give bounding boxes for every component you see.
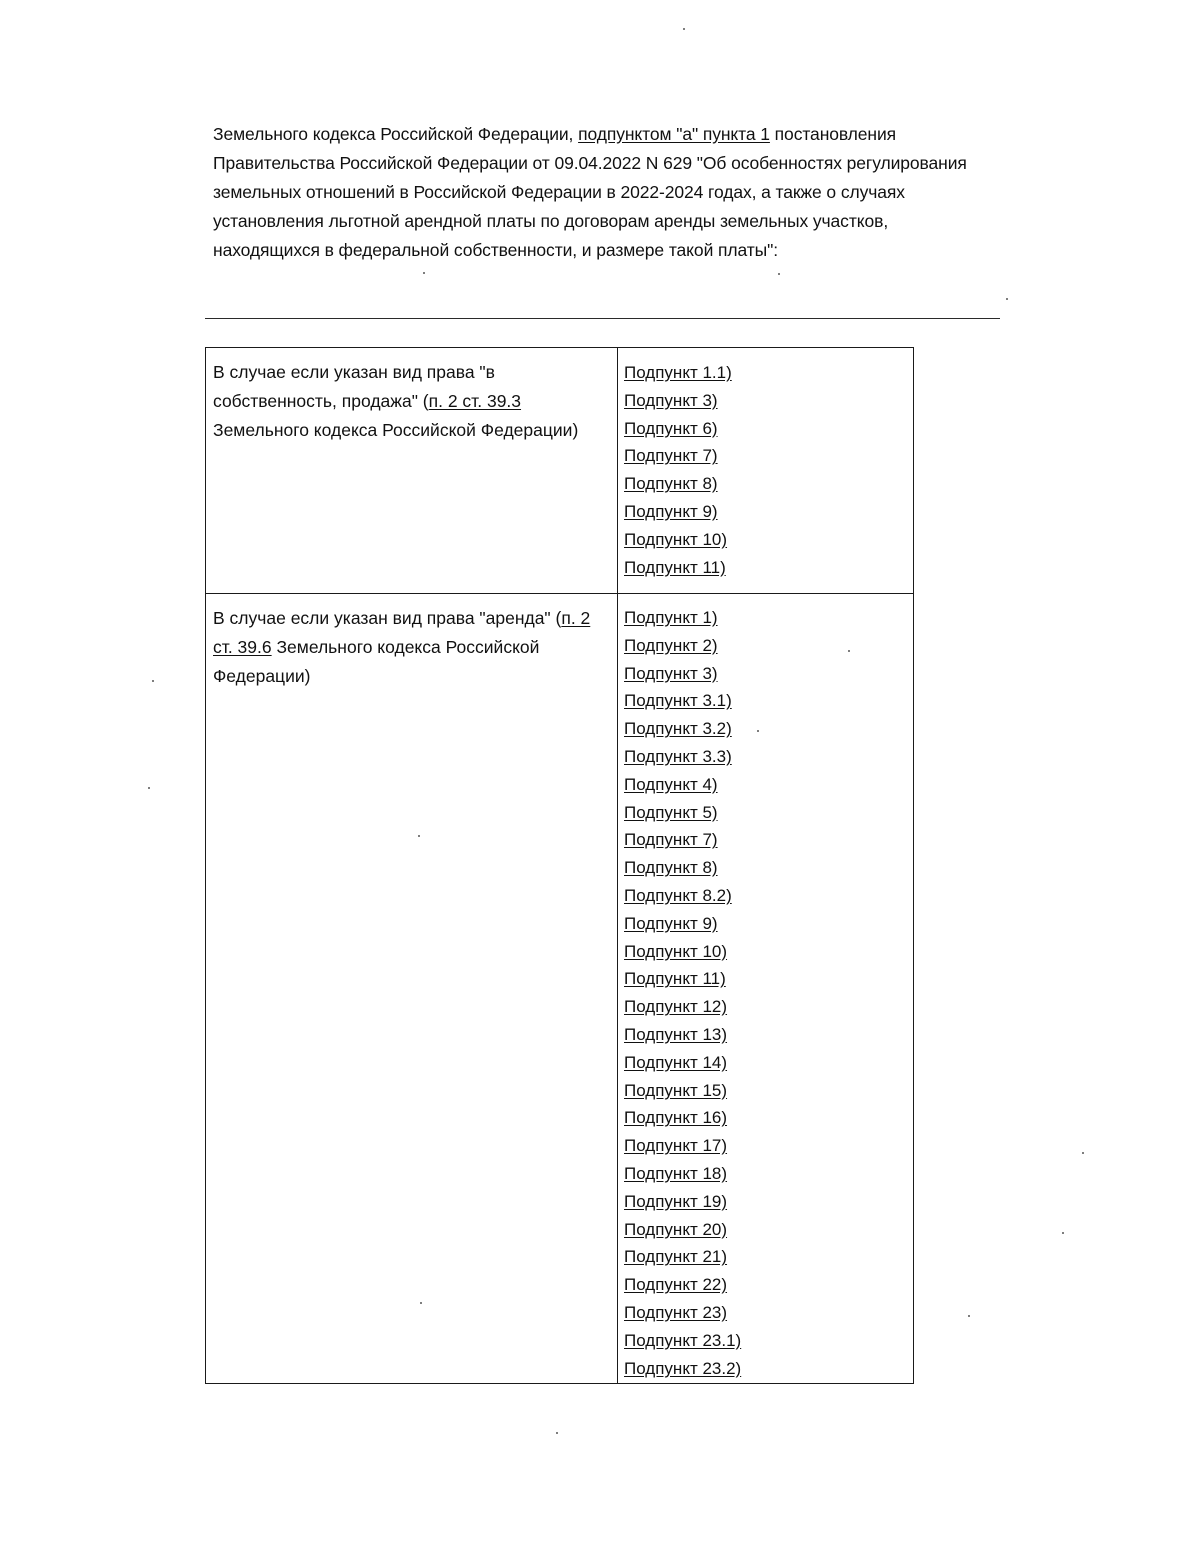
subclause-link[interactable]: Подпункт 10) bbox=[624, 941, 728, 961]
subclause-link[interactable]: Подпункт 17) bbox=[624, 1136, 728, 1156]
subclause-link[interactable]: Подпункт 5) bbox=[624, 802, 718, 822]
subclause-link[interactable]: Подпункт 9) bbox=[624, 913, 718, 933]
scan-speck bbox=[683, 28, 685, 30]
article-reference-link[interactable]: п. 2 bbox=[561, 608, 591, 628]
scan-speck bbox=[968, 1315, 970, 1317]
subclause-link[interactable]: Подпункт 4) bbox=[624, 774, 718, 794]
condition-line bbox=[213, 633, 608, 662]
scan-speck bbox=[418, 835, 420, 837]
condition-line bbox=[213, 387, 608, 416]
condition-line: В случае если указан вид права "в bbox=[213, 362, 495, 382]
subclause-link[interactable]: Подпункт 8.2) bbox=[624, 885, 732, 905]
subclause-link[interactable]: Подпункт 1) bbox=[624, 608, 718, 627]
condition-text: Земельного кодекса Российской bbox=[271, 637, 540, 657]
intro-line-2: Правительства Российской Федерации от 09.04.2022 N 629 "Об особенностях регулирования bbox=[213, 153, 967, 173]
subclause-link[interactable]: Подпункт 15) bbox=[624, 1080, 728, 1100]
subclause-link[interactable]: Подпункт 11) bbox=[624, 557, 726, 577]
subclause-link[interactable]: Подпункт 7) bbox=[624, 446, 718, 466]
horizontal-separator bbox=[205, 318, 1000, 319]
subclause-link[interactable]: Подпункт 13) bbox=[624, 1024, 728, 1044]
intro-line-5: находящихся в федеральной собственности, и размере такой платы": bbox=[213, 240, 779, 260]
subclause-list bbox=[624, 359, 904, 581]
subclause-link[interactable]: Подпункт 19) bbox=[624, 1191, 728, 1211]
table-row-ownership bbox=[206, 348, 913, 594]
subclause-link[interactable]: Подпункт 20) bbox=[624, 1219, 728, 1239]
subclause-link[interactable]: Подпункт 1.1) bbox=[624, 363, 732, 382]
scan-speck bbox=[420, 1302, 422, 1304]
subclause-link[interactable]: Подпункт 22) bbox=[624, 1275, 728, 1295]
subclause-link[interactable]: Подпункт 11) bbox=[624, 969, 726, 989]
subclause-link[interactable]: Подпункт 18) bbox=[624, 1163, 728, 1183]
subclause-link[interactable]: Подпункт 2) bbox=[624, 635, 718, 655]
condition-line: Федерации) bbox=[213, 666, 311, 686]
rights-subclauses-table bbox=[205, 347, 914, 1384]
subclause-link[interactable]: Подпункт 23.2) bbox=[624, 1358, 742, 1378]
subclause-link[interactable]: Подпункт 3) bbox=[624, 390, 718, 410]
intro-line-4: установления льготной арендной платы по договорам аренды земельных участков, bbox=[213, 211, 889, 231]
subclause-link[interactable]: Подпункт 7) bbox=[624, 830, 718, 850]
subclause-link[interactable]: Подпункт 9) bbox=[624, 501, 718, 521]
row-condition-cell bbox=[213, 358, 608, 445]
intro-text: Земельного кодекса Российской Федерации, bbox=[213, 124, 579, 144]
intro-line-3: земельных отношений в Российской Федерации в 2022-2024 годах, а также о случаях bbox=[213, 182, 905, 202]
subclause-link[interactable]: Подпункт 23.1) bbox=[624, 1330, 742, 1350]
subclause-link[interactable]: Подпункт 10) bbox=[624, 529, 728, 549]
subclause-link[interactable]: Подпункт 3.2) bbox=[624, 719, 732, 739]
scan-speck bbox=[1082, 1152, 1084, 1154]
subclause-link[interactable]: Подпункт 8) bbox=[624, 474, 718, 494]
intro-line-1 bbox=[213, 120, 1013, 149]
subclause-list bbox=[624, 604, 904, 1382]
subclause-link[interactable]: Подпункт 3.1) bbox=[624, 691, 732, 711]
subclause-link[interactable]: Подпункт 3) bbox=[624, 663, 718, 683]
intro-paragraph bbox=[213, 120, 1013, 265]
condition-line bbox=[213, 604, 608, 633]
scan-speck bbox=[152, 680, 154, 682]
subclause-link[interactable]: Подпункт 12) bbox=[624, 997, 728, 1017]
article-reference-link[interactable]: п. 2 ст. 39.3 bbox=[428, 391, 522, 411]
intro-reference-link[interactable]: подпунктом "а" пункта 1 bbox=[578, 124, 770, 144]
subclause-link[interactable]: Подпункт 16) bbox=[624, 1108, 728, 1128]
condition-text: В случае если указан вид права "аренда" ( bbox=[213, 608, 562, 628]
subclause-link[interactable]: Подпункт 6) bbox=[624, 418, 718, 438]
scan-speck bbox=[757, 730, 759, 732]
scan-speck bbox=[848, 650, 850, 652]
scan-speck bbox=[556, 1432, 558, 1434]
article-reference-link[interactable]: ст. 39.6 bbox=[213, 637, 272, 657]
scan-speck bbox=[1062, 1232, 1064, 1234]
table-row-lease bbox=[206, 594, 913, 1383]
subclause-link[interactable]: Подпункт 23) bbox=[624, 1302, 728, 1322]
scan-speck bbox=[423, 272, 425, 274]
scan-speck bbox=[1006, 298, 1008, 300]
scan-speck bbox=[778, 273, 780, 275]
subclause-link[interactable]: Подпункт 21) bbox=[624, 1247, 728, 1267]
scan-speck bbox=[148, 787, 150, 789]
subclause-link[interactable]: Подпункт 8) bbox=[624, 858, 718, 878]
intro-text: постановления bbox=[769, 124, 897, 144]
subclause-link[interactable]: Подпункт 3.3) bbox=[624, 746, 732, 766]
condition-line: Земельного кодекса Российской Федерации) bbox=[213, 420, 579, 440]
row-condition-cell bbox=[213, 604, 608, 691]
condition-text: собственность, продажа" ( bbox=[213, 391, 429, 411]
subclause-link[interactable]: Подпункт 14) bbox=[624, 1052, 728, 1072]
